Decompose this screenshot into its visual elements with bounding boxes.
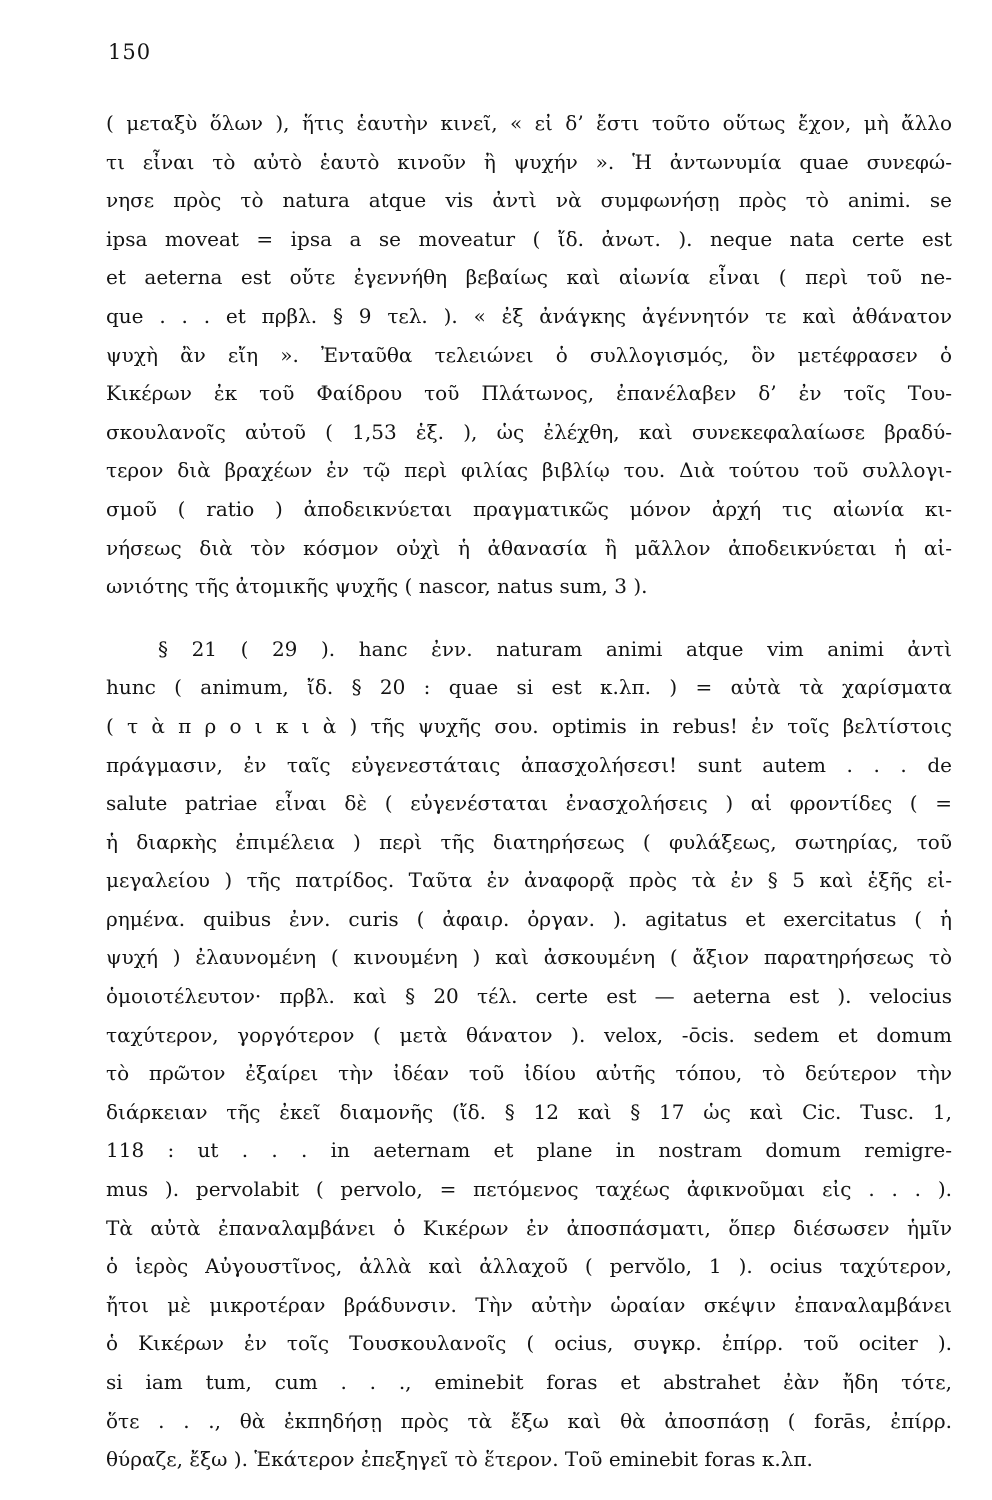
text-line: ὁ Κικέρων ἐν τοῖς Τουσκουλανοῖς ( ocius, συγκρ. ἐπίρρ. τοῦ ociter ). [106,1331,952,1356]
text-line: ἡ διαρκὴς ἐπιμέλεια ) περὶ τῆς διατηρήσεως ( φυλάξεως, σωτηρίας, τοῦ [106,829,952,854]
text-line: τερον διὰ βραχέων ἐν τῷ περὶ φιλίας βιβλίῳ του. Διὰ τούτου τοῦ συλλογι- [106,458,952,483]
text-line: σκουλανοῖς αὐτοῦ ( 1,53 ἑξ. ), ὡς ἐλέχθη, καὶ συνεκεφαλαίωσε βραδύ- [106,419,952,444]
text-line: 118 : ut . . . in aeternam et plane in nostram domum remigre- [106,1138,952,1163]
paragraph-1 [106,104,952,606]
page-number: 150 [108,40,152,64]
text-line: § 21 ( 29 ). hanc ἐνν. naturam animi atque vim animi ἀντὶ [158,636,952,661]
text-line: salute patriae εἶναι δὲ ( εὐγενέσταται ἐνασχολήσεις ) αἱ φροντίδες ( = [106,791,952,816]
text-line: hunc ( animum, ἴδ. § 20 : quae si est κ.λπ. ) = αὐτὰ τὰ χαρίσματα [106,675,952,700]
text-line: ταχύτερον, γοργότερον ( μετὰ θάνατον ). velox, -ōcis. sedem et domum [106,1022,952,1047]
text-line: τι εἶναι τὸ αὐτὸ ἑαυτὸ κινοῦν ἢ ψυχήν ». Ἡ ἀντωνυμία quae συνεφώ- [106,149,952,174]
body-text [106,104,952,1479]
text-line: Τὰ αὐτὰ ἐπαναλαμβάνει ὁ Κικέρων ἐν ἀποσπάσματι, ὅπερ διέσωσεν ἡμῖν [106,1215,952,1240]
text-line: θύραζε, ἔξω ). Ἑκάτερον ἐπεξηγεῖ τὸ ἕτερον. Τοῦ eminebit foras κ.λπ. [106,1447,813,1472]
text-line: si iam tum, cum . . ., eminebit foras et abstrahet ἐὰν ἤδη τότε, [106,1370,952,1394]
text-line: ( μεταξὺ ὅλων ), ἥτις ἑαυτὴν κινεῖ, « εἰ δ’ ἔστι τοῦτο οὕτως ἔχον, μὴ ἄλλο [106,111,952,135]
paragraph-gap [106,606,952,630]
text-line: σμοῦ ( ratio ) ἀποδεικνύεται πραγματικῶς μόνον ἀρχή τις αἰωνία κι- [106,496,952,521]
text-line: τὸ πρῶτον ἐξαίρει τὴν ἰδέαν τοῦ ἰδίου αὐτῆς τόπου, τὸ δεύτερον τὴν [106,1061,952,1086]
text-line: πράγμασιν, ἐν ταῖς εὐγενεστάταις ἀπασχολήσεσι! sunt autem . . . de [106,752,952,777]
text-line: μεγαλείου ) τῆς πατρίδος. Ταῦτα ἐν ἀναφορᾷ πρὸς τὰ ἐν § 5 καὶ ἑξῆς εἰ- [106,868,952,893]
text-line: ψυχὴ ἂν εἴη ». Ἐνταῦθα τελειώνει ὁ συλλογισμός, ὃν μετέφρασεν ὁ [106,342,952,367]
text-line: ρημένα. quibus ἐνν. curis ( ἀφαιρ. ὀργαν. ). agitatus et exercitatus ( ἡ [106,906,952,931]
text-line: mus ). pervolabit ( pervolo, = πετόμενος ταχέως ἀφικνοῦμαι εἰς . . . ). [106,1177,952,1202]
text-line: νήσεως διὰ τὸν κόσμον οὐχὶ ἡ ἀθανασία ἢ μᾶλλον ἀποδεικνύεται ἡ αἰ- [106,535,952,560]
paragraph-2 [106,630,952,1479]
text-line: νησε πρὸς τὸ natura atque vis ἀντὶ νὰ συμφωνήσῃ πρὸς τὸ animi. se [106,188,952,213]
text-line: ipsa moveat = ipsa a se moveatur ( ἴδ. ἀνωτ. ). neque nata certe est [106,226,952,251]
text-line: ἤτοι μὲ μικροτέραν βράδυνσιν. Τὴν αὐτὴν ὡραίαν σκέψιν ἐπαναλαμβάνει [106,1292,952,1317]
text-line: que . . . et πρβλ. § 9 τελ. ). « ἐξ ἀνάγκης ἀγέννητόν τε καὶ ἀθάνατον [106,303,952,328]
text-line: ὅτε . . ., θὰ ἐκπηδήσῃ πρὸς τὰ ἔξω καὶ θὰ ἀποσπάσῃ ( forās, ἐπίρρ. [106,1408,952,1433]
text-line: ( τ ὰ π ρ ο ι κ ι ὰ ) τῆς ψυχῆς σου. optimis in rebus! ἐν τοῖς βελτίστοις [106,713,952,738]
text-line: ψυχή ) ἐλαυνομένη ( κινουμένη ) καὶ ἀσκουμένη ( ἄξιον παρατηρήσεως τὸ [106,945,952,970]
text-line: Κικέρων ἐκ τοῦ Φαίδρου τοῦ Πλάτωνος, ἐπανέλαβεν δ’ ἐν τοῖς Του- [106,381,952,406]
text-line: ὁ ἱερὸς Αὐγουστῖνος, ἀλλὰ καὶ ἀλλαχοῦ ( pervŏlo, 1 ). ocius ταχύτερον, [106,1254,952,1279]
text-line: ὁμοιοτέλευτον· πρβλ. καὶ § 20 τέλ. certe est — aeterna est ). velocius [106,984,952,1009]
text-line: ωνιότης τῆς ἀτομικῆς ψυχῆς ( nascor, natus sum, 3 ). [106,574,648,599]
text-line: et aeterna est οὔτε ἐγεννήθη βεβαίως καὶ αἰωνία εἶναι ( περὶ τοῦ ne- [106,265,952,290]
text-line: διάρκειαν τῆς ἐκεῖ διαμονῆς (ἴδ. § 12 καὶ § 17 ὡς καὶ Cic. Tusc. 1, [106,1099,952,1124]
